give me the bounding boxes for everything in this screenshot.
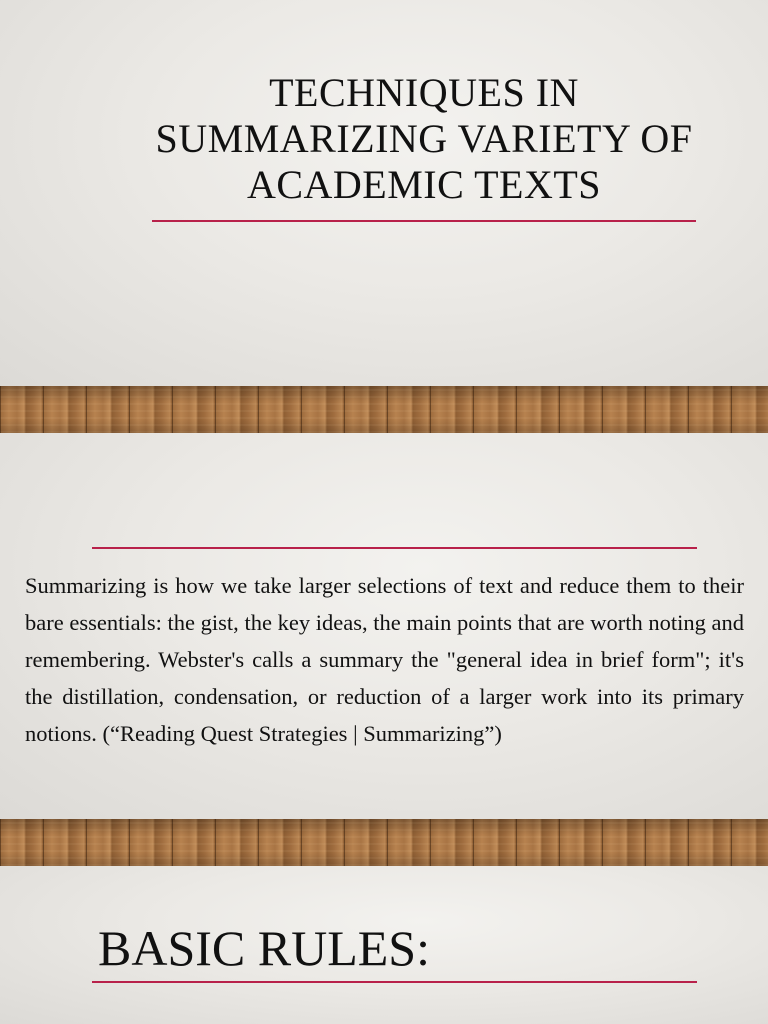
slide-2 bbox=[0, 433, 768, 819]
slide-3 bbox=[0, 866, 768, 1024]
slide-body-text: Summarizing is how we take larger selections of text and reduce them to their bare essentials: the gist, the key ideas, the main points that are worth noting and remembering. Webster's calls a summary the "general idea in brief form"; it's the distillation, condensation, or reduction of a larger work into its primary notions. (“Reading Quest Strategies | Summarizing”) bbox=[25, 573, 744, 746]
slide-title: BASIC RULES: bbox=[98, 920, 431, 976]
slide-1 bbox=[0, 0, 768, 386]
title-underline bbox=[92, 547, 697, 549]
slide-title: TECHNIQUES IN SUMMARIZING VARIETY OF ACADEMIC TEXTS bbox=[155, 70, 693, 207]
title-underline bbox=[92, 981, 697, 983]
wood-floor-divider bbox=[0, 819, 768, 866]
title-underline bbox=[152, 220, 696, 222]
wood-floor-divider bbox=[0, 386, 768, 433]
